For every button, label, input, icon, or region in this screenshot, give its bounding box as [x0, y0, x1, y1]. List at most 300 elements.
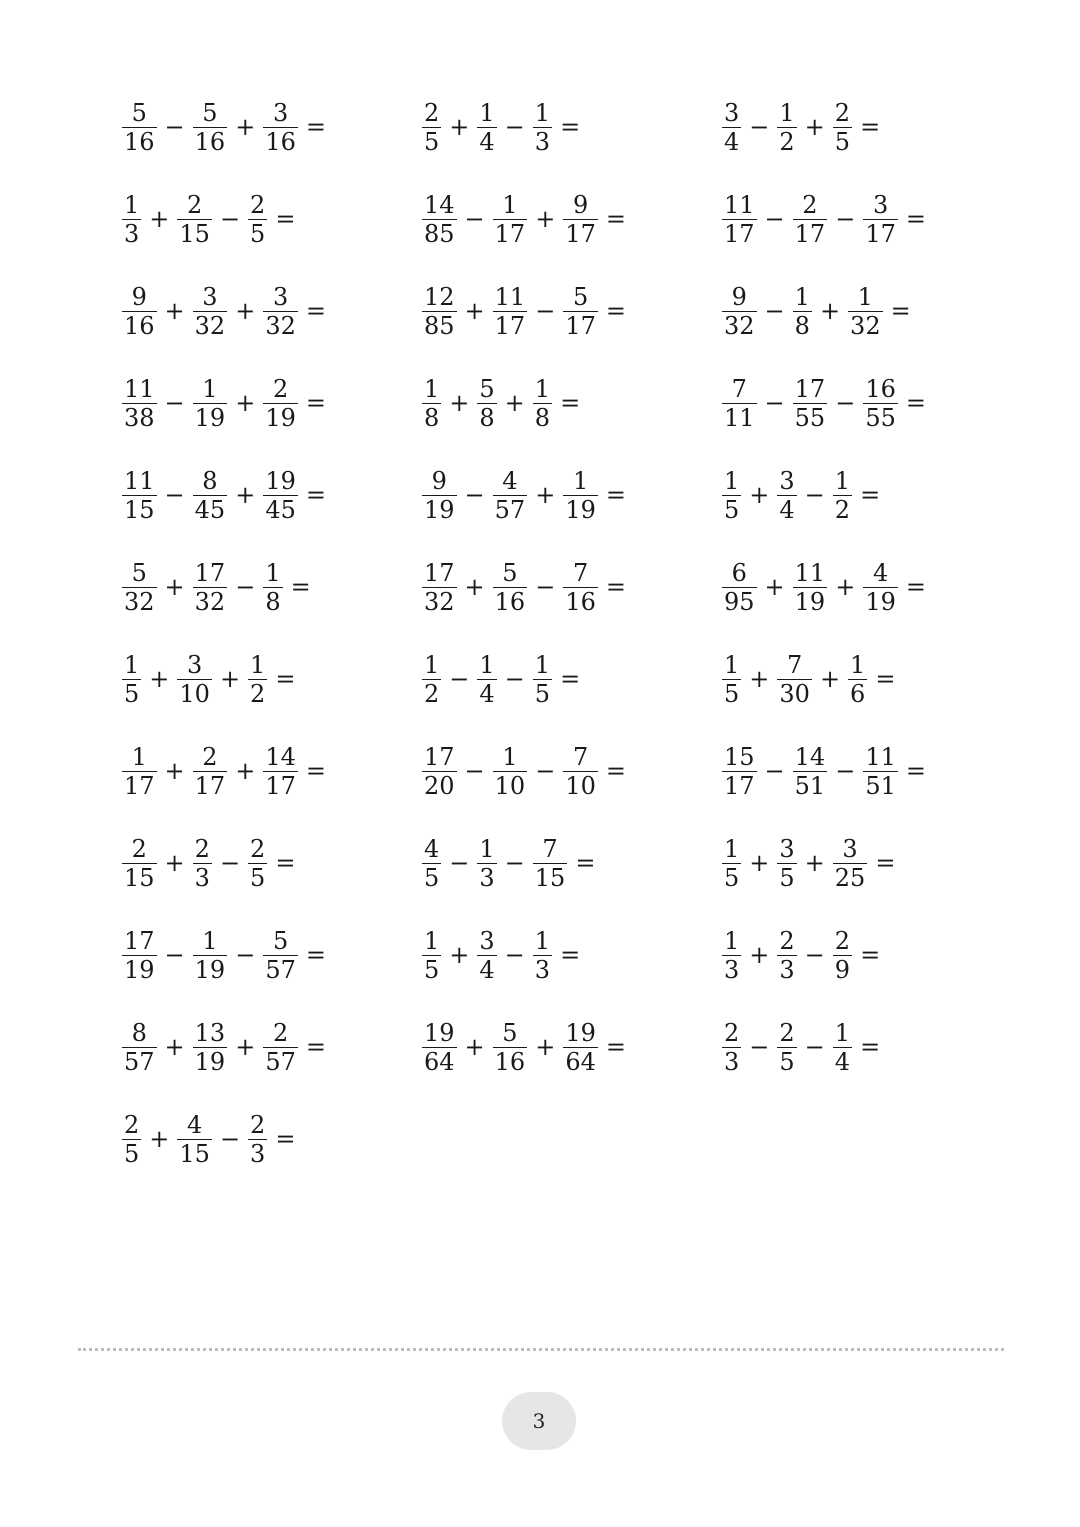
math-expression	[420, 559, 632, 616]
denominator: 57	[265, 955, 296, 984]
numerator: 1	[724, 834, 740, 863]
numerator: 7	[542, 834, 558, 863]
denominator: 45	[194, 495, 226, 524]
operator-sign: +	[535, 205, 556, 233]
denominator: 10	[565, 771, 596, 800]
denominator: 5	[724, 863, 740, 892]
operator-sign: +	[235, 481, 256, 509]
math-expression	[420, 283, 632, 340]
equals-sign: =	[305, 389, 326, 417]
operator-sign: −	[464, 757, 485, 785]
numerator: 2	[834, 926, 851, 955]
equals-sign: =	[860, 941, 881, 969]
equals-sign: =	[290, 573, 311, 601]
operator-sign: −	[764, 757, 785, 785]
operator-sign: +	[449, 389, 470, 417]
denominator: 51	[865, 771, 896, 800]
numerator: 1	[850, 650, 866, 679]
math-expression	[120, 467, 332, 524]
numerator: 2	[779, 1018, 795, 1047]
denominator: 8	[479, 403, 495, 432]
numerator: 1	[124, 190, 140, 219]
fraction	[722, 283, 757, 340]
numerator: 14	[794, 742, 826, 771]
numerator: 1	[534, 650, 551, 679]
denominator: 16	[265, 127, 296, 156]
fraction	[793, 559, 828, 616]
fraction	[793, 283, 812, 340]
denominator: 3	[534, 127, 551, 156]
denominator: 10	[494, 771, 526, 800]
math-expression	[720, 283, 917, 340]
denominator: 8	[534, 403, 551, 432]
denominator: 55	[794, 403, 826, 432]
fraction	[477, 375, 496, 432]
problem-item	[120, 184, 420, 254]
numerator: 5	[131, 98, 147, 127]
numerator: 4	[872, 558, 889, 587]
problem-row	[120, 736, 1020, 828]
numerator: 2	[779, 926, 795, 955]
numerator: 7	[731, 374, 747, 403]
fraction	[122, 1111, 141, 1168]
math-expression	[120, 191, 301, 248]
fraction	[477, 651, 496, 708]
denominator: 6	[850, 679, 866, 708]
fraction	[563, 191, 598, 248]
numerator: 2	[250, 190, 266, 219]
denominator: 19	[194, 403, 226, 432]
problem-item	[720, 920, 1020, 990]
fraction	[263, 99, 298, 156]
problem-item	[120, 276, 420, 346]
numerator: 12	[424, 282, 455, 311]
equals-sign: =	[875, 849, 896, 877]
problem-item	[720, 92, 1020, 162]
numerator: 1	[534, 98, 551, 127]
equals-sign: =	[560, 113, 581, 141]
denominator: 64	[424, 1047, 455, 1076]
math-expression	[420, 927, 586, 984]
operator-sign: +	[164, 757, 185, 785]
problem-item	[420, 828, 720, 898]
denominator: 17	[194, 771, 226, 800]
denominator: 17	[494, 219, 526, 248]
fraction	[122, 743, 157, 800]
denominator: 3	[124, 219, 140, 248]
denominator: 5	[724, 495, 740, 524]
denominator: 5	[779, 863, 795, 892]
numerator: 1	[834, 1018, 851, 1047]
fraction	[263, 1019, 298, 1076]
numerator: 9	[131, 282, 147, 311]
math-expression	[720, 191, 932, 248]
fraction	[533, 651, 552, 708]
operator-sign: −	[164, 113, 185, 141]
numerator: 1	[479, 98, 495, 127]
operator-sign: +	[235, 1033, 256, 1061]
denominator: 19	[194, 1047, 226, 1076]
denominator: 2	[834, 495, 851, 524]
operator-sign: −	[219, 849, 241, 877]
fraction	[533, 375, 552, 432]
math-expression	[720, 99, 886, 156]
problem-item	[720, 184, 1020, 254]
fraction	[422, 1019, 457, 1076]
operator-sign: −	[535, 757, 556, 785]
problem-item	[120, 460, 420, 530]
problem-item	[420, 368, 720, 438]
fraction	[722, 467, 741, 524]
numerator: 1	[502, 742, 518, 771]
operator-sign: +	[464, 1033, 485, 1061]
problem-item	[420, 1012, 720, 1082]
equals-sign: =	[605, 1033, 626, 1061]
fraction	[863, 743, 898, 800]
denominator: 51	[794, 771, 826, 800]
problem-item	[120, 644, 420, 714]
numerator: 5	[202, 98, 218, 127]
equals-sign: =	[860, 481, 881, 509]
denominator: 64	[565, 1047, 596, 1076]
equals-sign: =	[605, 757, 626, 785]
fraction	[263, 559, 282, 616]
fraction	[248, 191, 267, 248]
numerator: 11	[124, 374, 155, 403]
numerator: 9	[731, 282, 747, 311]
fraction	[777, 927, 796, 984]
fraction	[193, 99, 228, 156]
denominator: 8	[265, 587, 281, 616]
operator-sign: +	[464, 297, 485, 325]
numerator: 1	[265, 558, 281, 587]
operator-sign: −	[504, 113, 525, 141]
operator-sign: −	[164, 481, 185, 509]
equals-sign: =	[605, 205, 626, 233]
denominator: 17	[494, 311, 526, 340]
operator-sign: +	[219, 665, 241, 693]
numerator: 1	[250, 650, 266, 679]
problem-item	[720, 368, 1020, 438]
problem-item	[420, 276, 720, 346]
denominator: 32	[424, 587, 455, 616]
denominator: 2	[424, 679, 440, 708]
numerator: 3	[779, 834, 795, 863]
numerator: 5	[572, 282, 589, 311]
problem-row	[120, 92, 1020, 184]
page-number: 3	[532, 1409, 546, 1433]
denominator: 15	[124, 863, 155, 892]
denominator: 30	[779, 679, 810, 708]
problem-item	[120, 552, 420, 622]
math-expression	[120, 1019, 332, 1076]
fraction	[493, 743, 528, 800]
numerator: 2	[250, 1110, 266, 1139]
numerator: 11	[724, 190, 755, 219]
denominator: 17	[265, 771, 296, 800]
denominator: 5	[250, 863, 266, 892]
equals-sign: =	[560, 665, 581, 693]
numerator: 9	[572, 190, 589, 219]
fraction	[177, 651, 212, 708]
problem-item	[420, 184, 720, 254]
equals-sign: =	[605, 573, 626, 601]
fraction	[193, 835, 212, 892]
denominator: 3	[534, 955, 551, 984]
operator-sign: +	[149, 1125, 170, 1153]
fraction	[122, 559, 157, 616]
operator-sign: −	[464, 481, 485, 509]
operator-sign: −	[764, 389, 785, 417]
operator-sign: +	[819, 297, 841, 325]
problem-item	[120, 1012, 420, 1082]
denominator: 3	[479, 863, 495, 892]
numerator: 1	[502, 190, 518, 219]
operator-sign: +	[749, 849, 770, 877]
fraction	[863, 559, 898, 616]
operator-sign: −	[535, 297, 556, 325]
fraction	[193, 467, 228, 524]
fraction	[722, 375, 757, 432]
fraction	[863, 191, 898, 248]
problem-row	[120, 184, 1020, 276]
math-expression	[720, 1019, 886, 1076]
fraction	[777, 467, 796, 524]
equals-sign: =	[275, 665, 296, 693]
denominator: 15	[124, 495, 155, 524]
denominator: 3	[724, 955, 740, 984]
fraction	[422, 191, 457, 248]
denominator: 2	[779, 127, 795, 156]
operator-sign: +	[149, 205, 170, 233]
denominator: 5	[124, 679, 140, 708]
denominator: 5	[124, 1139, 140, 1168]
fraction	[563, 559, 598, 616]
fraction	[422, 467, 457, 524]
fraction	[263, 743, 298, 800]
problem-item	[720, 828, 1020, 898]
problem-item	[720, 736, 1020, 806]
denominator: 17	[124, 771, 155, 800]
operator-sign: −	[835, 389, 856, 417]
fraction	[493, 1019, 528, 1076]
denominator: 16	[124, 311, 155, 340]
fraction	[722, 191, 757, 248]
fraction	[722, 559, 757, 616]
numerator: 8	[202, 466, 218, 495]
problem-item	[120, 828, 420, 898]
fraction	[422, 835, 441, 892]
denominator: 5	[779, 1047, 795, 1076]
equals-sign: =	[560, 941, 581, 969]
denominator: 15	[179, 219, 210, 248]
fraction	[122, 283, 157, 340]
operator-sign: +	[535, 1033, 556, 1061]
problem-item	[420, 920, 720, 990]
numerator: 1	[424, 374, 440, 403]
numerator: 1	[479, 650, 495, 679]
operator-sign: +	[235, 297, 256, 325]
operator-sign: −	[504, 941, 525, 969]
numerator: 5	[502, 558, 518, 587]
operator-sign: −	[164, 941, 185, 969]
fraction	[122, 191, 141, 248]
denominator: 32	[724, 311, 755, 340]
fraction	[563, 283, 598, 340]
operator-sign: +	[535, 481, 556, 509]
denominator: 38	[124, 403, 155, 432]
math-expression	[120, 375, 332, 432]
dotted-divider	[78, 1348, 1004, 1351]
operator-sign: −	[449, 849, 470, 877]
denominator: 10	[179, 679, 210, 708]
fraction	[477, 835, 496, 892]
operator-sign: −	[449, 665, 470, 693]
numerator: 17	[194, 558, 226, 587]
numerator: 19	[565, 1018, 596, 1047]
numerator: 2	[202, 742, 218, 771]
denominator: 19	[794, 587, 826, 616]
math-expression	[120, 835, 301, 892]
denominator: 17	[565, 311, 596, 340]
math-expression	[420, 1019, 632, 1076]
math-expression	[420, 191, 632, 248]
fraction	[722, 1019, 741, 1076]
operator-sign: +	[164, 1033, 185, 1061]
denominator: 32	[850, 311, 881, 340]
operator-sign: +	[164, 849, 185, 877]
denominator: 5	[250, 219, 266, 248]
numerator: 2	[272, 1018, 289, 1047]
equals-sign: =	[275, 205, 296, 233]
numerator: 4	[187, 1110, 203, 1139]
problem-item	[120, 368, 420, 438]
fraction	[722, 835, 741, 892]
denominator: 4	[479, 127, 495, 156]
fraction	[122, 467, 157, 524]
denominator: 5	[834, 127, 851, 156]
problem-row	[120, 1104, 1020, 1196]
fraction	[193, 559, 228, 616]
denominator: 32	[194, 311, 226, 340]
numerator: 2	[194, 834, 210, 863]
numerator: 7	[572, 742, 589, 771]
problem-item	[420, 736, 720, 806]
fraction	[833, 467, 852, 524]
numerator: 1	[202, 374, 218, 403]
problem-grid	[120, 92, 1020, 1196]
operator-sign: +	[164, 573, 185, 601]
numerator: 1	[124, 650, 140, 679]
operator-sign: −	[504, 665, 525, 693]
denominator: 3	[250, 1139, 266, 1168]
denominator: 9	[834, 955, 851, 984]
equals-sign: =	[605, 481, 626, 509]
fraction	[422, 927, 441, 984]
denominator: 3	[779, 955, 795, 984]
numerator: 1	[794, 282, 810, 311]
math-expression	[120, 927, 332, 984]
operator-sign: +	[235, 113, 256, 141]
operator-sign: +	[749, 941, 770, 969]
operator-sign: +	[764, 573, 785, 601]
problem-item	[120, 92, 420, 162]
operator-sign: +	[164, 297, 185, 325]
operator-sign: +	[149, 665, 170, 693]
equals-sign: =	[305, 297, 326, 325]
denominator: 19	[194, 955, 226, 984]
denominator: 19	[865, 587, 896, 616]
problem-item	[420, 644, 720, 714]
numerator: 2	[834, 98, 851, 127]
fraction	[248, 651, 267, 708]
equals-sign: =	[890, 297, 911, 325]
fraction	[777, 1019, 796, 1076]
fraction	[177, 1111, 212, 1168]
numerator: 3	[272, 98, 289, 127]
numerator: 4	[502, 466, 518, 495]
fraction	[263, 283, 298, 340]
equals-sign: =	[575, 849, 596, 877]
problem-item	[420, 92, 720, 162]
numerator: 2	[724, 1018, 740, 1047]
fraction	[533, 927, 552, 984]
problem-row	[120, 368, 1020, 460]
equals-sign: =	[860, 1033, 881, 1061]
equals-sign: =	[905, 205, 926, 233]
numerator: 11	[124, 466, 155, 495]
equals-sign: =	[275, 1125, 296, 1153]
denominator: 5	[424, 127, 440, 156]
numerator: 7	[787, 650, 803, 679]
numerator: 1	[724, 926, 740, 955]
problem-item	[720, 276, 1020, 346]
numerator: 3	[842, 834, 858, 863]
numerator: 2	[424, 98, 440, 127]
denominator: 95	[724, 587, 755, 616]
denominator: 5	[424, 955, 440, 984]
operator-sign: −	[464, 205, 485, 233]
math-expression	[420, 743, 632, 800]
numerator: 19	[424, 1018, 455, 1047]
numerator: 1	[131, 742, 147, 771]
numerator: 1	[424, 926, 440, 955]
numerator: 5	[131, 558, 147, 587]
denominator: 32	[265, 311, 296, 340]
fraction	[833, 99, 852, 156]
fraction	[263, 927, 298, 984]
numerator: 2	[802, 190, 818, 219]
fraction	[122, 1019, 157, 1076]
fraction	[833, 835, 868, 892]
operator-sign: −	[235, 941, 256, 969]
numerator: 1	[724, 466, 740, 495]
fraction	[777, 651, 812, 708]
denominator: 5	[534, 679, 551, 708]
numerator: 1	[424, 650, 440, 679]
fraction	[422, 375, 441, 432]
equals-sign: =	[605, 297, 626, 325]
numerator: 3	[187, 650, 203, 679]
numerator: 9	[431, 466, 447, 495]
denominator: 16	[494, 1047, 526, 1076]
equals-sign: =	[305, 113, 326, 141]
fraction	[793, 743, 828, 800]
fraction	[248, 1111, 267, 1168]
numerator: 5	[272, 926, 289, 955]
numerator: 3	[272, 282, 289, 311]
numerator: 5	[502, 1018, 518, 1047]
